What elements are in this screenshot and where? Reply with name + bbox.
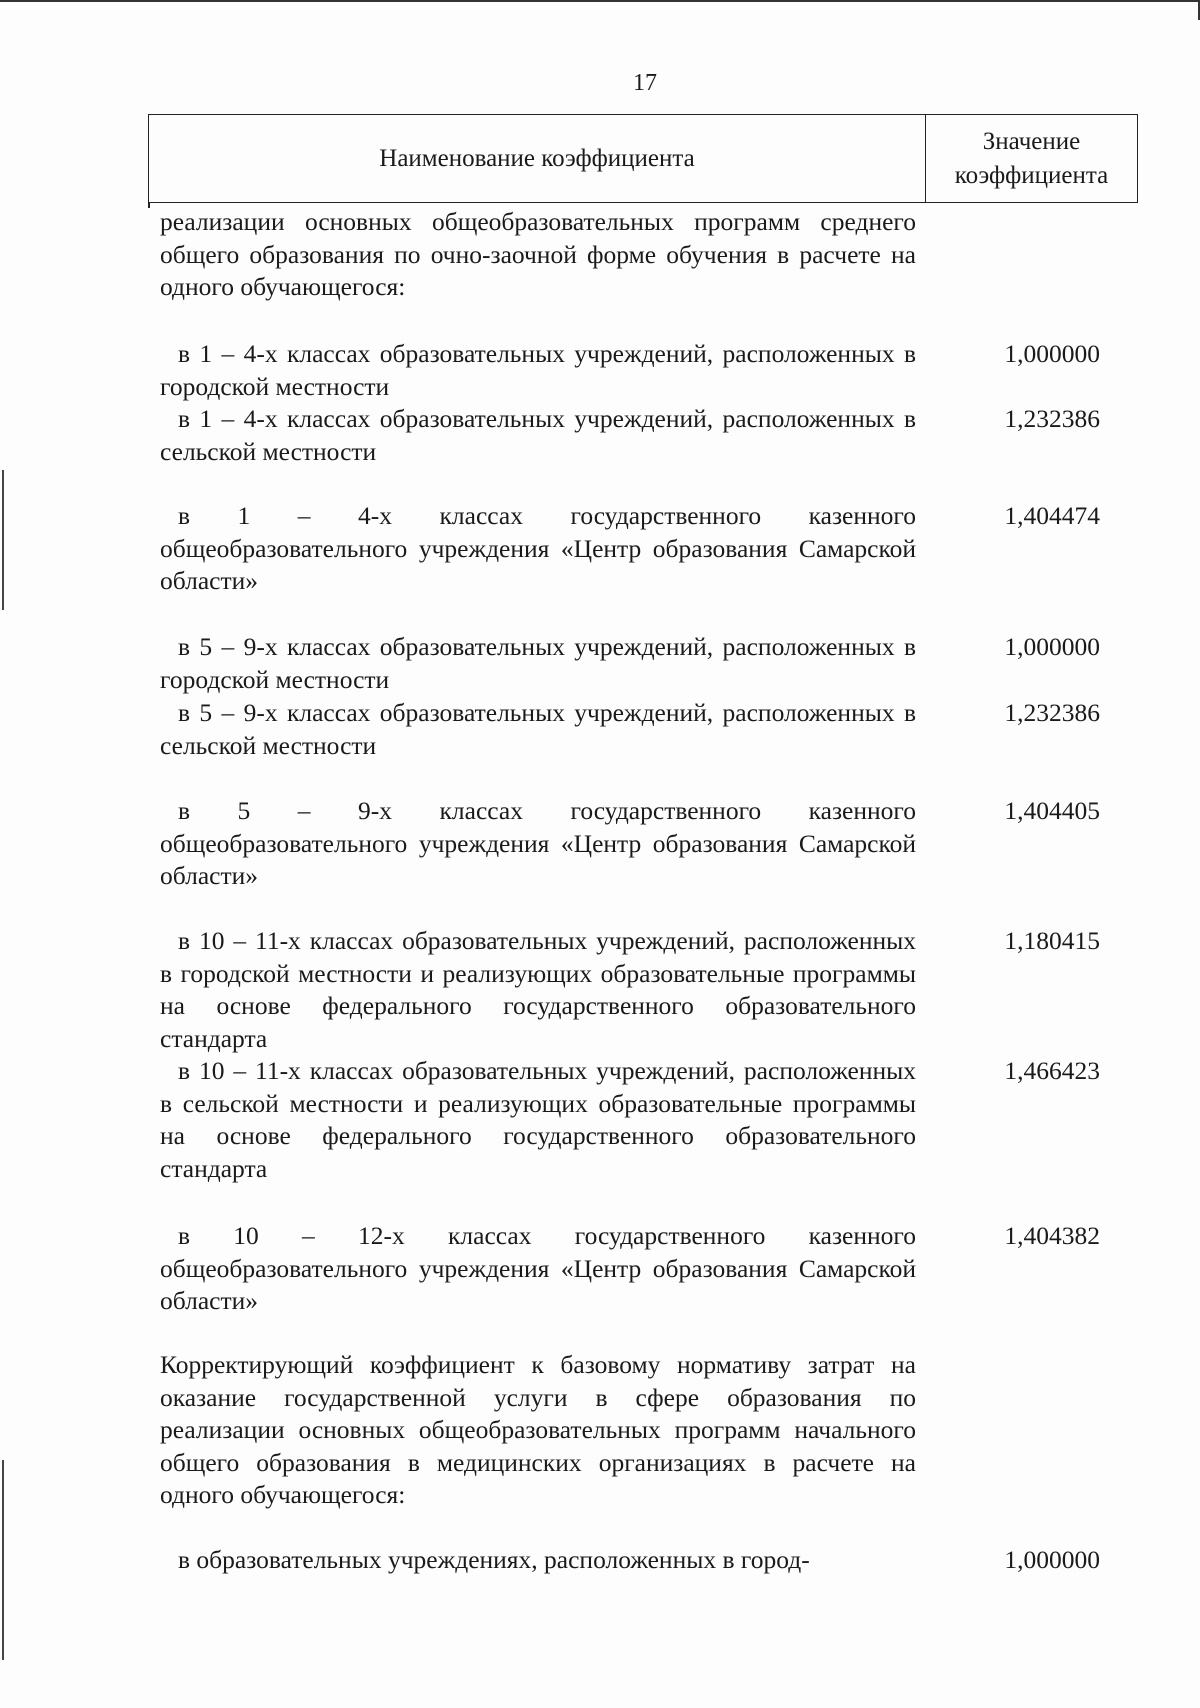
row-text: в 10 – 11-х классах образовательных учреждений, расположенных в городской местности и реализующих образовательные программы на основе федерального государственного образовательного стандарта bbox=[160, 926, 916, 1053]
header-value-column: Значение коэффициента bbox=[954, 127, 1109, 189]
row-value: 1,000000 bbox=[1004, 632, 1100, 661]
table-left-border bbox=[148, 202, 150, 208]
row-value: 1,404405 bbox=[1004, 796, 1100, 825]
row-value: 1,232386 bbox=[1004, 698, 1100, 727]
scan-edge-top bbox=[0, 0, 1200, 2]
row-text: в 5 – 9-х классах государственного казенного общеобразовательного учреждения «Центр образования Самарской области» bbox=[160, 796, 916, 890]
row-value: 1,180415 bbox=[1004, 926, 1100, 955]
intro-paragraph: реализации основных общеобразовательных программ среднего общего образования по очно-заочной форме обучения в расчете на одного обучающегося: bbox=[160, 207, 916, 301]
row-text: в 10 – 11-х классах образовательных учреждений, расположенных в сельской местности и реализующих образовательные программы на основе федерального государственного образовательного стандарта bbox=[160, 1056, 916, 1183]
page-number: 17 bbox=[633, 70, 657, 96]
row-value: 1,000000 bbox=[1004, 339, 1100, 368]
row-text: в 5 – 9-х классах образовательных учреждений, расположенных в городской местности bbox=[160, 632, 916, 694]
table-header bbox=[148, 114, 1138, 203]
row-text: в 1 – 4-х классах государственного казенного общеобразовательного учреждения «Центр образования Самарской области» bbox=[160, 501, 916, 595]
row-text: в 1 – 4-х классах образовательных учреждений, расположенных в сельской местности bbox=[160, 404, 916, 466]
scan-mark-left bbox=[2, 470, 4, 610]
row-text: в 10 – 12-х классах государственного казенного общеобразовательного учреждения «Центр образования Самарской области» bbox=[160, 1221, 916, 1315]
row-value: 1,404382 bbox=[1004, 1221, 1100, 1250]
header-name-column: Наименование коэффициента bbox=[149, 115, 926, 202]
scan-mark-left-lower bbox=[2, 1460, 4, 1660]
row-value: 1,466423 bbox=[1004, 1056, 1100, 1085]
row-text: в 5 – 9-х классах образовательных учреждений, расположенных в сельской местности bbox=[160, 698, 916, 760]
row-text: в 1 – 4-х классах образовательных учреждений, расположенных в городской местности bbox=[160, 339, 916, 401]
row-text: в образовательных учреждениях, расположенных в город- bbox=[178, 1545, 810, 1574]
row-value: 1,232386 bbox=[1004, 404, 1100, 433]
row-value: 1,404474 bbox=[1004, 501, 1100, 530]
row-value: 1,000000 bbox=[1004, 1545, 1100, 1574]
section-heading: Корректирующий коэффициент к базовому нормативу затрат на оказание государственной услуги в сфере образования по реализации основных общеобразовательных программ начального общего образования в медицинских организациях в расчете на одного обучающегося: bbox=[160, 1350, 916, 1509]
